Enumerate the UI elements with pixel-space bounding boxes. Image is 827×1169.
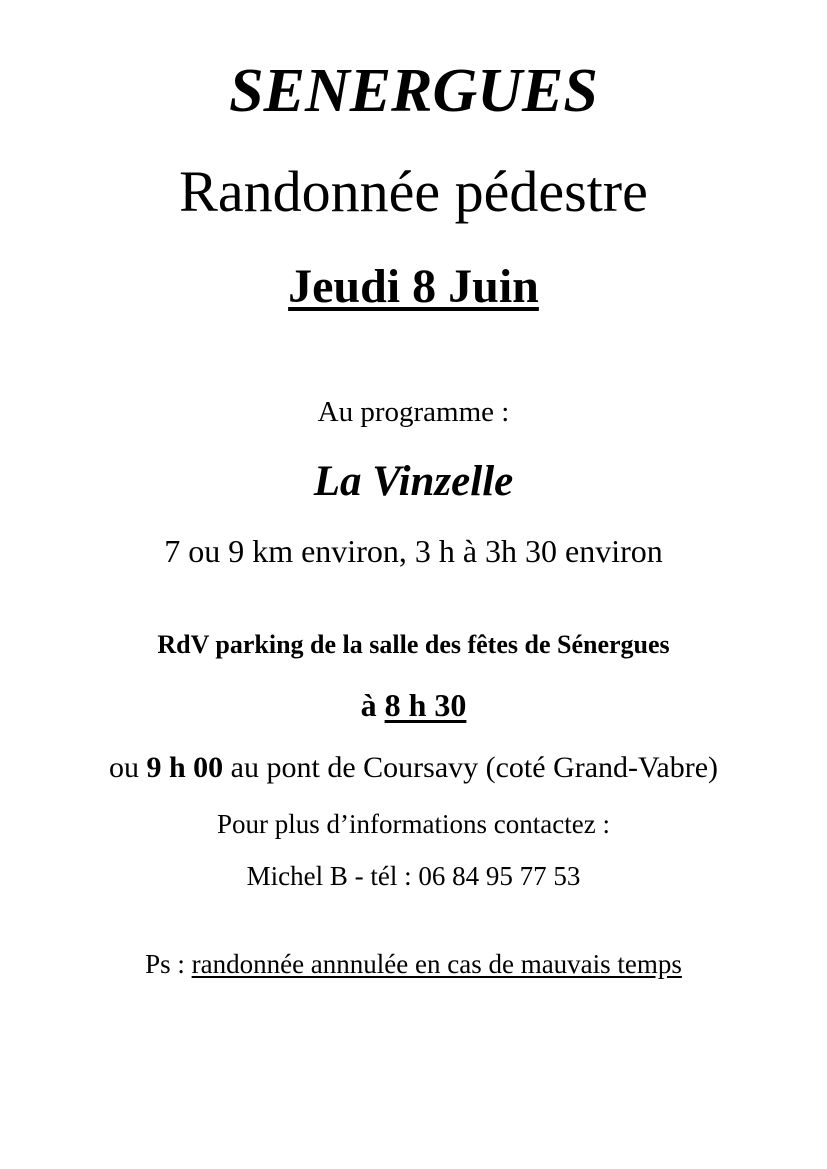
meeting-time-line: [0, 689, 827, 721]
programme-label: Au programme :: [317, 396, 510, 428]
meeting-time: 8 h 30: [384, 687, 467, 723]
meeting-time-prefix: à: [360, 687, 385, 723]
destination-name: La Vinzelle: [313, 458, 514, 505]
alternate-meeting-line: [0, 753, 827, 783]
weather-note: [0, 951, 827, 978]
meeting-place: RdV parking de la salle des fêtes de Sénergues: [157, 630, 670, 659]
alternate-prefix: ou: [108, 751, 147, 784]
flyer-title: SENERGUES: [229, 57, 598, 125]
contact-info: Michel B - tél : 06 84 95 77 53: [246, 861, 581, 891]
flyer-subtitle: Randonnée pédestre: [179, 159, 648, 224]
alternate-place: au pont de Coursavy (coté Grand-Vabre): [223, 751, 718, 784]
contact-label: Pour plus d’informations contactez :: [217, 809, 610, 839]
alternate-time: 9 h 00: [146, 751, 224, 784]
hike-details: 7 ou 9 km environ, 3 h à 3h 30 environ: [164, 533, 663, 569]
note-prefix: Ps :: [145, 949, 192, 979]
event-date: Jeudi 8 Juin: [288, 260, 539, 313]
note-text: randonnée annnulée en cas de mauvais temps: [191, 949, 682, 979]
